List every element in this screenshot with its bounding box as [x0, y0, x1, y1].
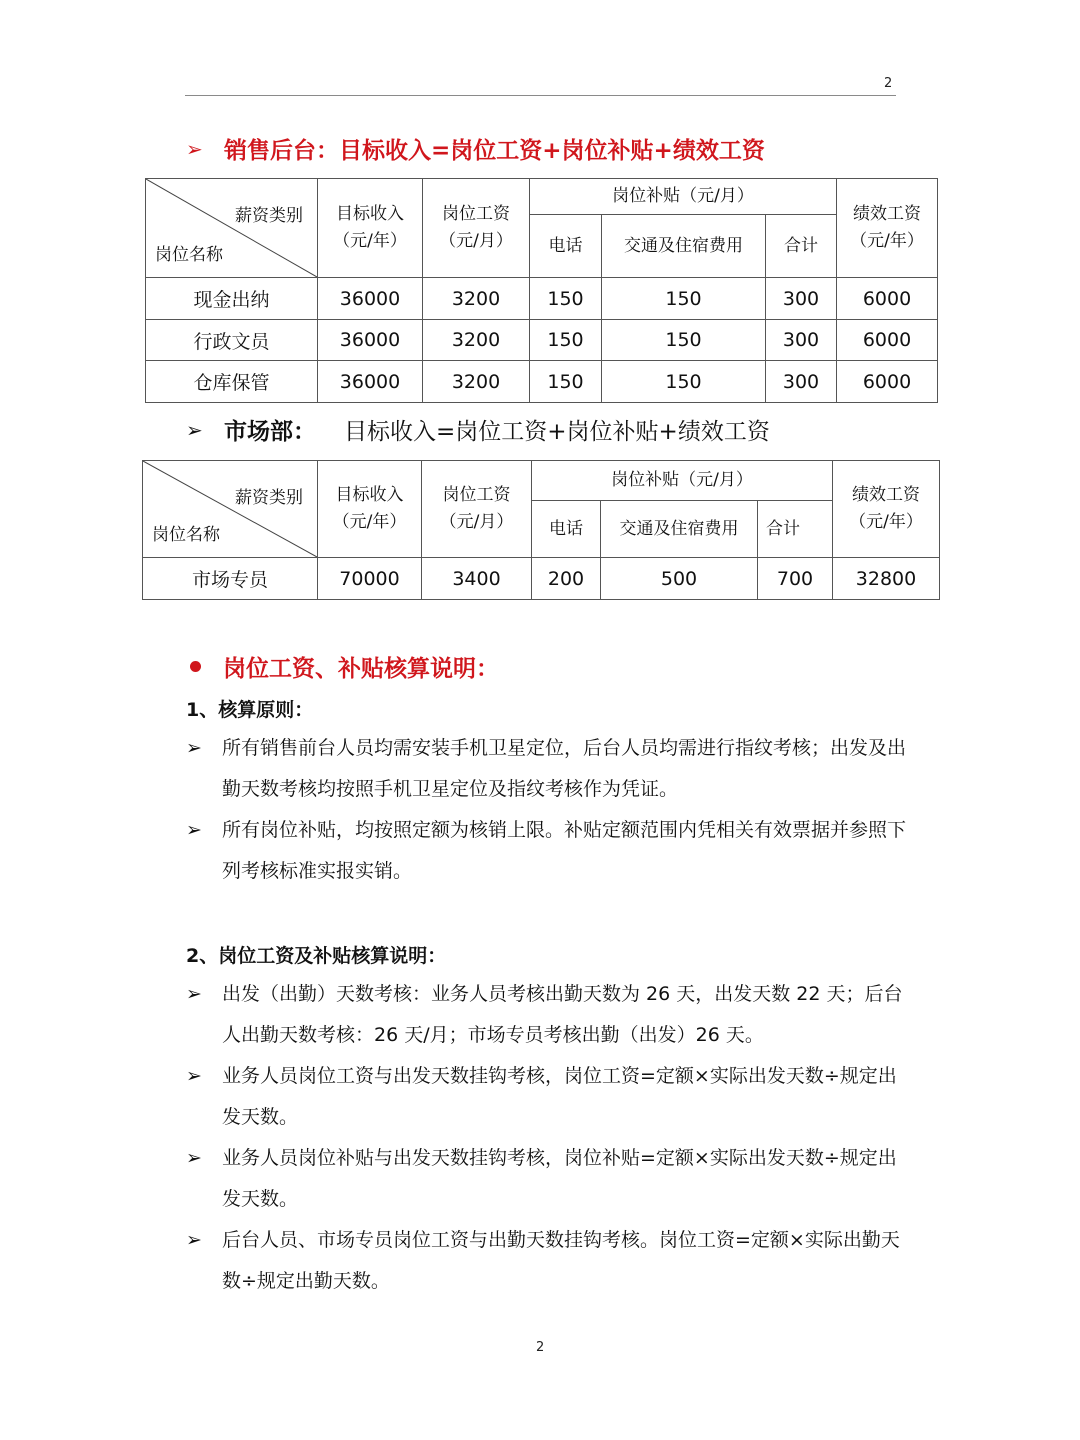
list-item	[186, 810, 906, 892]
salary-category-label: 薪资类别	[235, 488, 303, 508]
header-transport: 交通及住宿费用	[602, 215, 766, 278]
header-target-income: 目标收入 （元/年）	[318, 179, 423, 278]
list-item	[186, 974, 906, 1056]
header-performance: 绩效工资 （元/年）	[833, 461, 940, 558]
diagonal-header-cell	[143, 461, 318, 558]
list-item	[186, 1138, 906, 1220]
cell-target: 70000	[318, 558, 422, 600]
list-item-text: 业务人员岗位补贴与出发天数挂钩考核，岗位补贴=定额×实际出发天数÷规定出发天数。	[222, 1147, 897, 1210]
cell-total: 300	[766, 278, 837, 320]
arrow-bullet-icon: ➢	[186, 417, 203, 442]
cell-transport: 150	[602, 278, 766, 320]
list-item	[186, 1056, 906, 1138]
arrow-bullet-icon: ➢	[186, 136, 203, 161]
header-post-wage: 岗位工资 （元/月）	[423, 179, 530, 278]
list-item-text: 所有销售前台人员均需安装手机卫星定位，后台人员均需进行指纹考核；出发及出勤天数考核均按照手机卫星定位及指纹考核作为凭证。	[222, 737, 907, 800]
page-number-top: 2	[884, 76, 893, 91]
section-formula: 目标收入=岗位工资+岗位补贴+绩效工资	[344, 419, 770, 445]
position-name-label: 岗位名称	[152, 525, 220, 545]
page-number-bottom: 2	[536, 1340, 545, 1355]
cell-wage: 3400	[422, 558, 532, 600]
section-title-explanation	[186, 650, 499, 683]
position-name-label: 岗位名称	[155, 245, 223, 265]
header-performance: 绩效工资 （元/年）	[837, 179, 938, 278]
header-post-wage: 岗位工资 （元/月）	[422, 461, 532, 558]
subsection-heading-principles: 1、核算原则：	[186, 699, 314, 721]
table-row	[146, 320, 938, 361]
cell-phone: 200	[532, 558, 601, 600]
cell-total: 700	[758, 558, 833, 600]
subsection-heading-calculation: 2、岗位工资及补贴核算说明：	[186, 945, 447, 967]
cell-target: 36000	[318, 320, 423, 361]
list-item-text: 业务人员岗位工资与出发天数挂钩考核，岗位工资=定额×实际出发天数÷规定出发天数。	[222, 1065, 897, 1128]
cell-perf: 6000	[837, 361, 938, 403]
header-rule	[185, 95, 896, 96]
section-title-text: 岗位工资、补贴核算说明：	[223, 656, 499, 682]
arrow-bullet-icon: ➢	[186, 737, 202, 759]
cell-name: 行政文员	[146, 320, 318, 361]
header-total: 合计	[758, 501, 833, 558]
table-row	[146, 361, 938, 403]
cell-wage: 3200	[423, 361, 530, 403]
cell-perf: 6000	[837, 320, 938, 361]
red-dot-bullet-icon	[190, 661, 201, 672]
table-row	[143, 558, 940, 600]
header-allowance: 岗位补贴（元/月）	[530, 179, 837, 215]
header-transport: 交通及住宿费用	[601, 501, 758, 558]
cell-phone: 150	[530, 278, 602, 320]
arrow-bullet-icon: ➢	[186, 1147, 202, 1169]
cell-total: 300	[766, 361, 837, 403]
diagonal-header-cell	[146, 179, 318, 278]
cell-perf: 6000	[837, 278, 938, 320]
list-item-text: 出发（出勤）天数考核：业务人员考核出勤天数为 26 天，出发天数 22 天；后台人出勤天数考核：26 天/月；市场专员考核出勤（出发）26 天。	[222, 983, 903, 1046]
list-item-text: 后台人员、市场专员岗位工资与出勤天数挂钩考核。岗位工资=定额×实际出勤天数÷规定出勤天数。	[222, 1229, 900, 1292]
arrow-bullet-icon: ➢	[186, 1229, 202, 1251]
header-phone: 电话	[532, 501, 601, 558]
salary-category-label: 薪资类别	[235, 206, 303, 226]
section-title-text: 销售后台：目标收入=岗位工资+岗位补贴+绩效工资	[224, 138, 765, 164]
cell-perf: 32800	[833, 558, 940, 600]
salary-table-backoffice	[145, 178, 938, 403]
cell-target: 36000	[318, 278, 423, 320]
arrow-bullet-icon: ➢	[186, 983, 202, 1005]
cell-name: 市场专员	[143, 558, 318, 600]
cell-transport: 500	[601, 558, 758, 600]
cell-name: 现金出纳	[146, 278, 318, 320]
cell-wage: 3200	[423, 278, 530, 320]
cell-name: 仓库保管	[146, 361, 318, 403]
cell-phone: 150	[530, 320, 602, 361]
salary-table-marketing	[142, 460, 940, 600]
cell-total: 300	[766, 320, 837, 361]
section-title-backoffice	[186, 132, 765, 165]
header-target-income: 目标收入 （元/年）	[318, 461, 422, 558]
cell-transport: 150	[602, 361, 766, 403]
header-phone: 电话	[530, 215, 602, 278]
list-item	[186, 728, 906, 810]
arrow-bullet-icon: ➢	[186, 819, 202, 841]
list-item	[186, 1220, 906, 1302]
list-item-text: 所有岗位补贴，均按照定额为核销上限。补贴定额范围内凭相关有效票据并参照下列考核标准实报实销。	[222, 819, 907, 882]
header-allowance: 岗位补贴（元/月）	[532, 461, 833, 501]
cell-phone: 150	[530, 361, 602, 403]
cell-wage: 3200	[423, 320, 530, 361]
arrow-bullet-icon: ➢	[186, 1065, 202, 1087]
cell-target: 36000	[318, 361, 423, 403]
table-row	[146, 278, 938, 320]
section-title-marketing	[186, 413, 770, 446]
section-label: 市场部：	[224, 419, 316, 445]
header-total: 合计	[766, 215, 837, 278]
cell-transport: 150	[602, 320, 766, 361]
